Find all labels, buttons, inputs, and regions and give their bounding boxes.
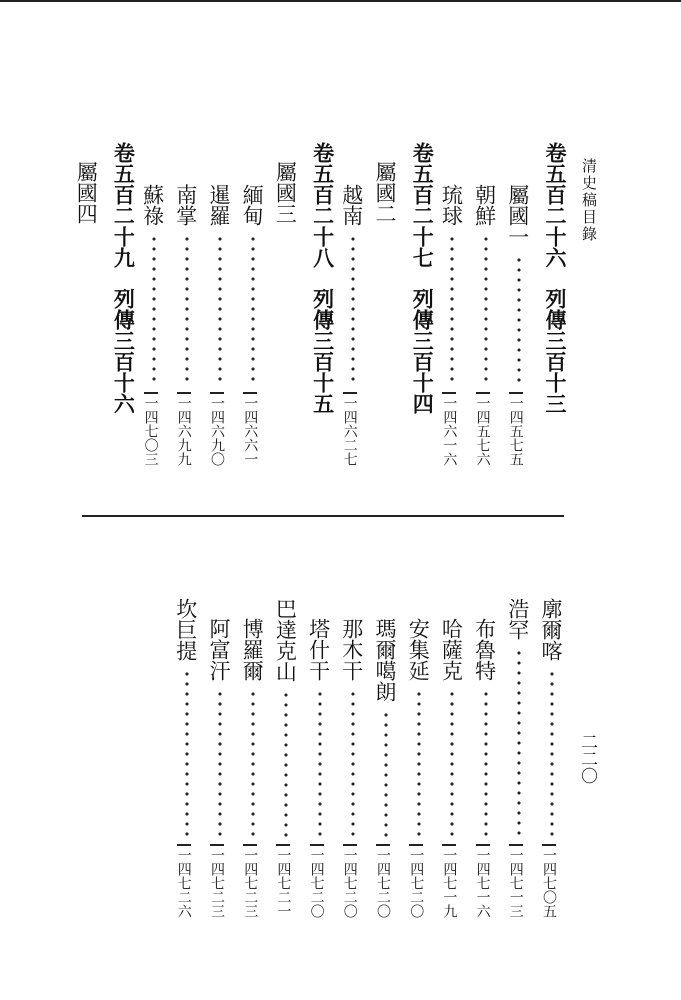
entry-name: 哈薩克 — [439, 618, 464, 681]
page-reference: 一四七一九 — [442, 844, 456, 918]
page-reference: 一四七二一 — [276, 844, 290, 918]
page-reference: 一四六九〇 — [210, 392, 224, 466]
section-name: 屬國四 — [74, 161, 99, 224]
page-reference: 一四七二六 — [177, 844, 191, 918]
entry-name: 阿富汗 — [207, 618, 231, 681]
dot-leader — [184, 669, 190, 838]
entry-name: 安集延 — [406, 618, 431, 681]
entry-name: 緬甸 — [240, 184, 265, 226]
page-reference: 一四七二〇 — [409, 844, 423, 918]
page-reference: 一四六二七 — [343, 392, 357, 466]
dot-leader — [184, 234, 190, 386]
page-reference: 一四五七六 — [476, 392, 490, 466]
entry-name: 坎巨提 — [173, 598, 198, 661]
entry-name: 那木干 — [339, 618, 364, 681]
dot-leader — [250, 234, 256, 386]
dot-leader — [283, 690, 289, 838]
dot-leader — [483, 234, 489, 386]
entry-name: 浩罕 — [505, 598, 530, 640]
top-border-line — [0, 0, 681, 2]
juan-heading — [407, 142, 436, 414]
entry-name: 瑪爾噶朗 — [373, 618, 397, 702]
juan-number: 卷五百二十六 — [543, 142, 568, 268]
biography-title: 列傳三百十四 — [410, 288, 436, 414]
dot-leader — [350, 234, 356, 386]
biography-title: 列傳三百十六 — [111, 288, 137, 414]
section-name: 屬國三 — [273, 161, 298, 224]
entry-name: 巴達克山 — [273, 598, 298, 682]
entry-name: 塔什干 — [306, 618, 331, 681]
juan-heading — [540, 142, 566, 414]
entry-name: 琉球 — [439, 184, 464, 226]
running-header: 清史稿目錄 — [580, 158, 598, 243]
page-reference: 一四七〇五 — [542, 844, 556, 918]
page-reference: 一四六一六 — [442, 392, 456, 466]
biography-title: 列傳三百十五 — [310, 288, 336, 414]
page-reference: 一四七二〇 — [310, 844, 324, 918]
dot-leader — [449, 234, 455, 386]
dot-leader — [151, 234, 157, 386]
horizontal-divider — [82, 515, 564, 517]
page-reference: 一四七二〇 — [343, 844, 357, 918]
juan-number: 卷五百二十八 — [310, 142, 336, 268]
entry-name: 布魯特 — [472, 618, 497, 681]
juan-heading — [308, 142, 334, 414]
page-reference: 一四五七五 — [509, 392, 523, 466]
juan-heading — [108, 142, 137, 414]
dot-leader — [416, 689, 422, 838]
dot-leader — [317, 689, 323, 838]
dot-leader — [217, 234, 223, 386]
entry-name: 屬國一 — [505, 184, 530, 247]
entry-name: 廓爾喀 — [539, 598, 563, 661]
page-reference: 一四七二三 — [243, 844, 257, 918]
dot-leader — [516, 648, 522, 838]
page-reference: 一四六九九 — [177, 392, 191, 466]
dot-leader — [483, 689, 489, 838]
dot-leader — [516, 255, 522, 386]
entry-name: 朝鮮 — [472, 184, 497, 226]
juan-number: 卷五百二十七 — [410, 142, 436, 268]
entry-name: 暹羅 — [207, 184, 231, 226]
page-reference: 一四七一三 — [509, 844, 523, 918]
section-name: 屬國二 — [373, 161, 397, 224]
entry-name: 蘇祿 — [140, 184, 165, 226]
entry-name: 越南 — [339, 184, 364, 226]
entry-name: 博羅爾 — [240, 618, 265, 681]
dot-leader — [449, 689, 455, 838]
page-number: 二二〇 — [577, 733, 597, 784]
page-reference: 一四七〇三 — [144, 392, 158, 466]
dot-leader — [217, 689, 223, 838]
dot-leader — [549, 669, 555, 838]
biography-title: 列傳三百十三 — [543, 288, 568, 414]
page-reference: 一四七二〇 — [376, 844, 390, 918]
dot-leader — [350, 689, 356, 838]
page-reference: 一四七一六 — [476, 844, 490, 918]
dot-leader — [250, 689, 256, 838]
juan-number: 卷五百二十九 — [111, 142, 137, 268]
page-reference: 一四七二三 — [210, 844, 224, 918]
dot-leader — [383, 710, 389, 838]
entry-name: 南掌 — [173, 184, 198, 226]
page-reference: 一四六六一 — [243, 392, 257, 466]
